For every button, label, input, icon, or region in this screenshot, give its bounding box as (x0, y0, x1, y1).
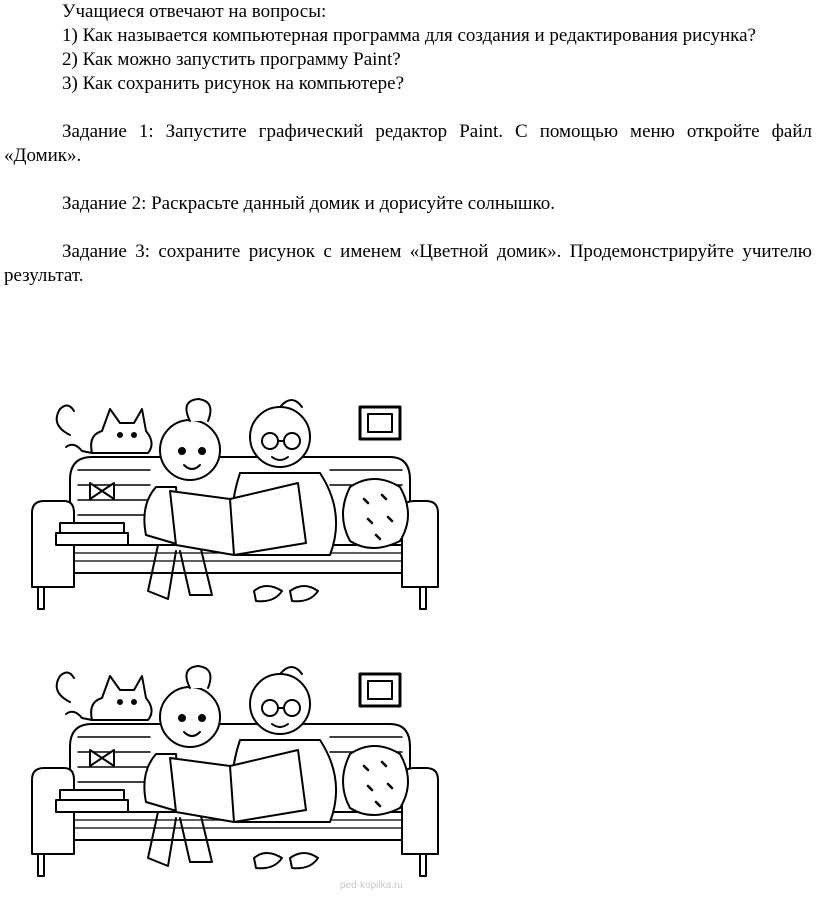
grandmother-head (250, 674, 310, 734)
intro-line: Учащиеся отвечают на вопросы: (62, 1, 327, 22)
girl-head (160, 687, 220, 747)
question-2-number: 2) (62, 49, 78, 70)
grandmother-bun (280, 667, 302, 674)
picture-frame (360, 674, 400, 706)
worksheet-text (4, 0, 812, 288)
book-stack (56, 533, 128, 545)
pillow (343, 479, 408, 548)
grandmother-bun (280, 400, 302, 407)
girl-ponytail (186, 399, 210, 421)
task-2: Задание 2: Раскрасьте данный домик и дорисуйте солнышко. (62, 193, 555, 214)
question-2-text: Как можно запустить программу Paint? (82, 49, 401, 70)
book-stack (56, 800, 128, 812)
girl-ponytail (186, 666, 210, 688)
girl-head (160, 420, 220, 480)
spacer (4, 216, 812, 240)
pillow (343, 746, 408, 815)
question-1-number: 1) (62, 25, 78, 46)
question-1-text: Как называется компьютерная программа для создания и редактирования рисунка? (82, 25, 756, 46)
question-2 (4, 48, 812, 72)
watermark: ped-kopilka.ru (340, 880, 403, 891)
sofa-reading-illustration-1 (30, 395, 440, 615)
grandmother-slippers (254, 586, 318, 601)
task-3: Задание 3: сохраните рисунок с именем «Цветной домик». Продемонстрируйте учителю результат. (4, 241, 812, 286)
grandmother-slippers (254, 853, 318, 868)
sofa-legs (38, 587, 426, 609)
question-3-text: Как сохранить рисунок на компьютере? (82, 73, 405, 94)
spacer (4, 96, 812, 120)
question-3-number: 3) (62, 73, 78, 94)
spacer (4, 168, 812, 192)
sofa-legs (38, 854, 426, 876)
question-3 (4, 72, 812, 96)
picture-frame (360, 407, 400, 439)
sofa-reading-illustration-2 (30, 662, 440, 882)
question-1 (4, 24, 812, 48)
task-1: Задание 1: Запустите графический редактор Paint. С помощью меню откройте файл «Домик». (4, 121, 812, 166)
grandmother-head (250, 407, 310, 467)
